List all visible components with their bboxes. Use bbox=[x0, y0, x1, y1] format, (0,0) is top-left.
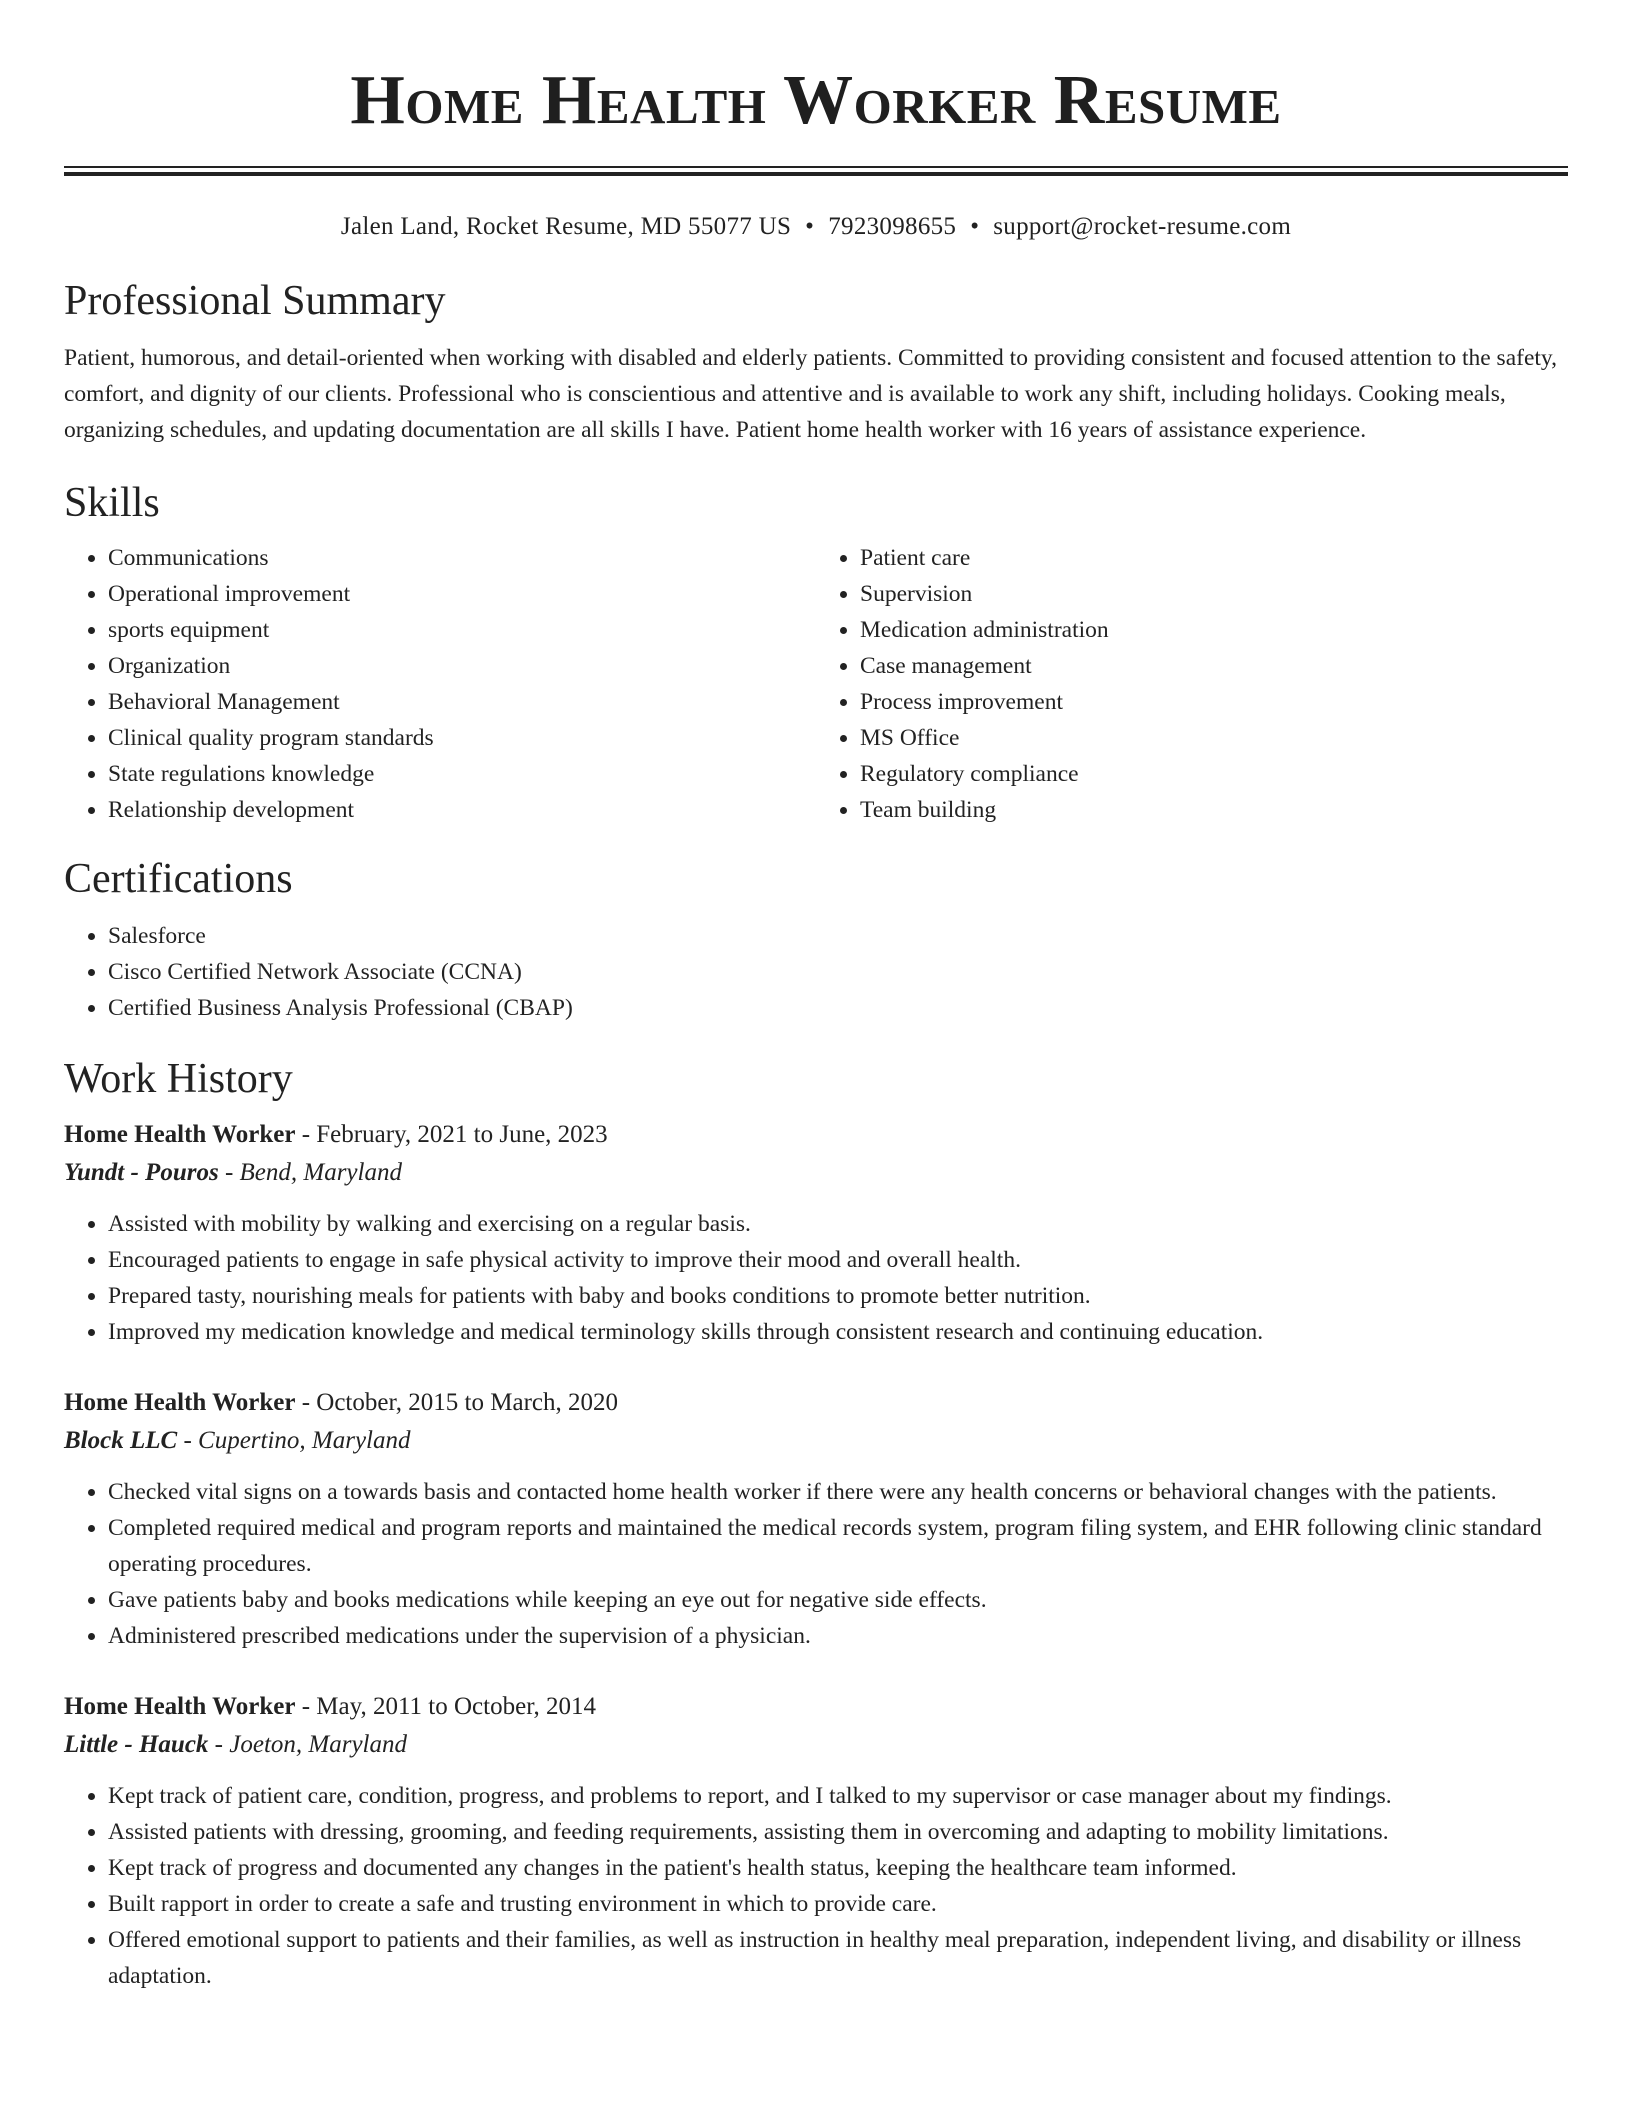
job-bullet: • Gave patients baby and books medications while keeping an eye out for negative side effects. bbox=[108, 1582, 1568, 1618]
job-bullet: • Assisted patients with dressing, grooming, and feeding requirements, assisting them in overcoming and adapting to mobility limitations. bbox=[108, 1814, 1568, 1850]
job-bullets bbox=[64, 1206, 1568, 1350]
skill-item: • MS Office bbox=[860, 720, 1568, 756]
contact-address: Jalen Land, Rocket Resume, MD 55077 US bbox=[340, 213, 792, 240]
job-bullet: • Offered emotional support to patients and their families, as well as instruction in healthy meal preparation, independent living, and disability or illness adaptation. bbox=[108, 1922, 1568, 1994]
skill-item: • Patient care bbox=[860, 540, 1568, 576]
job-bullet: • Prepared tasty, nourishing meals for patients with baby and books conditions to promote better nutrition. bbox=[108, 1278, 1568, 1314]
skills-list-right bbox=[816, 540, 1568, 828]
job-dates: - October, 2015 to March, 2020 bbox=[295, 1389, 618, 1416]
skill-item: • Team building bbox=[860, 792, 1568, 828]
certification-item: • Cisco Certified Network Associate (CCNA) bbox=[108, 954, 1568, 990]
job-header bbox=[64, 1116, 1568, 1154]
skill-item: • Organization bbox=[108, 648, 816, 684]
job-company-line bbox=[64, 1422, 1568, 1460]
job-bullet: • Checked vital signs on a towards basis and contacted home health worker if there were any health concerns or behavioral changes with the patients. bbox=[108, 1474, 1568, 1510]
summary-text: Patient, humorous, and detail-oriented when working with disabled and elderly patients. Committed to providing consistent and focused attention to the safety, comfort, and dignity of our clients. Professional who is conscientious and attentive and is available to work any shift, including holidays. Cooking meals, organizing schedules, and updating documentation are all skills I have. Patient home health worker with 16 years of assistance experience. bbox=[64, 345, 1558, 443]
job-bullet: • Assisted with mobility by walking and exercising on a regular basis. bbox=[108, 1206, 1568, 1242]
job-title: Home Health Worker bbox=[64, 1389, 296, 1416]
certifications-section bbox=[64, 852, 1568, 1026]
company-location: - Cupertino, Maryland bbox=[177, 1427, 411, 1454]
skill-item: • Operational improvement bbox=[108, 576, 816, 612]
job-bullet: • Encouraged patients to engage in safe physical activity to improve their mood and overall health. bbox=[108, 1242, 1568, 1278]
job-bullets bbox=[64, 1778, 1568, 1994]
job-bullet: • Completed required medical and program reports and maintained the medical records system, program filing system, and EHR following clinic standard operating procedures. bbox=[108, 1510, 1568, 1582]
certifications-list bbox=[64, 918, 1568, 1026]
title-divider bbox=[64, 166, 1568, 176]
certifications-heading: Certifications bbox=[64, 856, 293, 902]
skill-item: • Regulatory compliance bbox=[860, 756, 1568, 792]
job-entry bbox=[64, 1116, 1568, 1350]
company-name: Block LLC bbox=[64, 1427, 178, 1454]
company-name: Yundt - Pouros bbox=[64, 1159, 219, 1186]
work-history-heading: Work History bbox=[64, 1056, 293, 1102]
certification-item: • Salesforce bbox=[108, 918, 1568, 954]
skill-item: • Medication administration bbox=[860, 612, 1568, 648]
page-title: Home Health Worker Resume bbox=[350, 62, 1282, 139]
job-bullet: • Improved my medication knowledge and medical terminology skills through consistent research and continuing education. bbox=[108, 1314, 1568, 1350]
skill-item: • Clinical quality program standards bbox=[108, 720, 816, 756]
job-entry bbox=[64, 1688, 1568, 1994]
skills-list-left bbox=[64, 540, 816, 828]
job-title: Home Health Worker bbox=[64, 1121, 296, 1148]
company-name: Little - Hauck bbox=[64, 1731, 209, 1758]
skill-item: • Supervision bbox=[860, 576, 1568, 612]
summary-section bbox=[64, 274, 1568, 448]
contact-email[interactable]: support@rocket-resume.com bbox=[993, 213, 1292, 240]
job-title: Home Health Worker bbox=[64, 1693, 296, 1720]
job-bullets bbox=[64, 1474, 1568, 1654]
skill-item: • Case management bbox=[860, 648, 1568, 684]
job-header bbox=[64, 1688, 1568, 1726]
skill-item: • Relationship development bbox=[108, 792, 816, 828]
job-bullet: • Kept track of patient care, condition, progress, and problems to report, and I talked to my supervisor or case manager about my findings. bbox=[108, 1778, 1568, 1814]
job-dates: - May, 2011 to October, 2014 bbox=[295, 1693, 597, 1720]
job-bullet: • Built rapport in order to create a safe and trusting environment in which to provide care. bbox=[108, 1886, 1568, 1922]
skill-item: • Behavioral Management bbox=[108, 684, 816, 720]
contact-separator: • bbox=[805, 213, 815, 240]
company-location: - Joeton, Maryland bbox=[208, 1731, 407, 1758]
certification-item: • Certified Business Analysis Professional (CBAP) bbox=[108, 990, 1568, 1026]
job-company-line bbox=[64, 1154, 1568, 1192]
contact-separator: • bbox=[970, 213, 980, 240]
skills-heading: Skills bbox=[64, 480, 160, 526]
job-bullet: • Kept track of progress and documented any changes in the patient's health status, keeping the healthcare team informed. bbox=[108, 1850, 1568, 1886]
work-history-section bbox=[64, 1052, 1568, 1994]
job-header bbox=[64, 1384, 1568, 1422]
company-location: - Bend, Maryland bbox=[218, 1159, 402, 1186]
contact-phone: 7923098655 bbox=[828, 213, 957, 240]
job-bullet: • Administered prescribed medications under the supervision of a physician. bbox=[108, 1618, 1568, 1654]
skill-item: • Communications bbox=[108, 540, 816, 576]
skill-item: • State regulations knowledge bbox=[108, 756, 816, 792]
summary-heading: Professional Summary bbox=[64, 278, 446, 324]
job-entry bbox=[64, 1384, 1568, 1654]
skills-section bbox=[64, 476, 1568, 828]
skill-item: • sports equipment bbox=[108, 612, 816, 648]
job-dates: - February, 2021 to June, 2023 bbox=[295, 1121, 608, 1148]
contact-line bbox=[64, 210, 1568, 244]
skill-item: • Process improvement bbox=[860, 684, 1568, 720]
skills-grid bbox=[64, 540, 1568, 828]
job-company-line bbox=[64, 1726, 1568, 1764]
